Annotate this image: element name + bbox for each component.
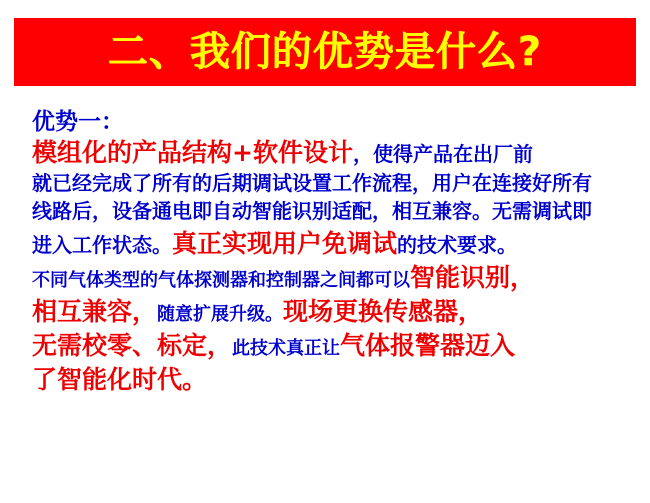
text-segment: 智能识别， <box>410 263 536 293</box>
text-segment: 无需校零、标定， <box>32 331 233 361</box>
text-segment: 此技术真正让 <box>232 338 341 360</box>
advantage-heading: 优势一： <box>32 109 124 135</box>
paragraph-line <box>32 264 632 291</box>
text-segment: 就已经完成了所有的后期调试设置工作流程，用户在连接好所有 <box>32 170 592 195</box>
paragraph-line <box>32 139 632 166</box>
text-segment: 了智能化时代。 <box>32 365 208 395</box>
paragraph-lines <box>32 139 632 393</box>
text-segment: 进入工作状态。 <box>32 233 172 258</box>
title-banner <box>14 18 636 86</box>
text-segment: ，使得产品在出厂前 <box>352 141 533 166</box>
advantage-heading-line <box>32 110 632 135</box>
paragraph-line <box>32 201 632 223</box>
text-segment: 线路后，设备通电即自动智能识别适配，相互兼容。无需调试即 <box>32 199 592 224</box>
page-title: 二、我们的优势是什么? <box>107 29 543 75</box>
text-segment: 不同气体类型的气体探测器和控制器之间都可以 <box>32 270 410 292</box>
paragraph-line <box>32 170 632 195</box>
text-segment: 气体报警器迈入 <box>340 331 516 361</box>
text-segment: 现场更换传感器， <box>283 297 484 327</box>
paragraph-line <box>32 366 632 393</box>
text-segment: 随意扩展升级。 <box>157 304 284 326</box>
text-segment: 的技术要求。 <box>397 233 518 258</box>
paragraph-line <box>32 230 632 257</box>
paragraph-line <box>32 298 632 325</box>
text-segment: 真正实现用户免调试 <box>172 229 398 259</box>
text-segment: 模组化的产品结构+软件设计 <box>32 137 353 167</box>
content-body <box>32 110 632 400</box>
paragraph-line <box>32 332 632 359</box>
text-segment: 相互兼容， <box>32 297 158 327</box>
